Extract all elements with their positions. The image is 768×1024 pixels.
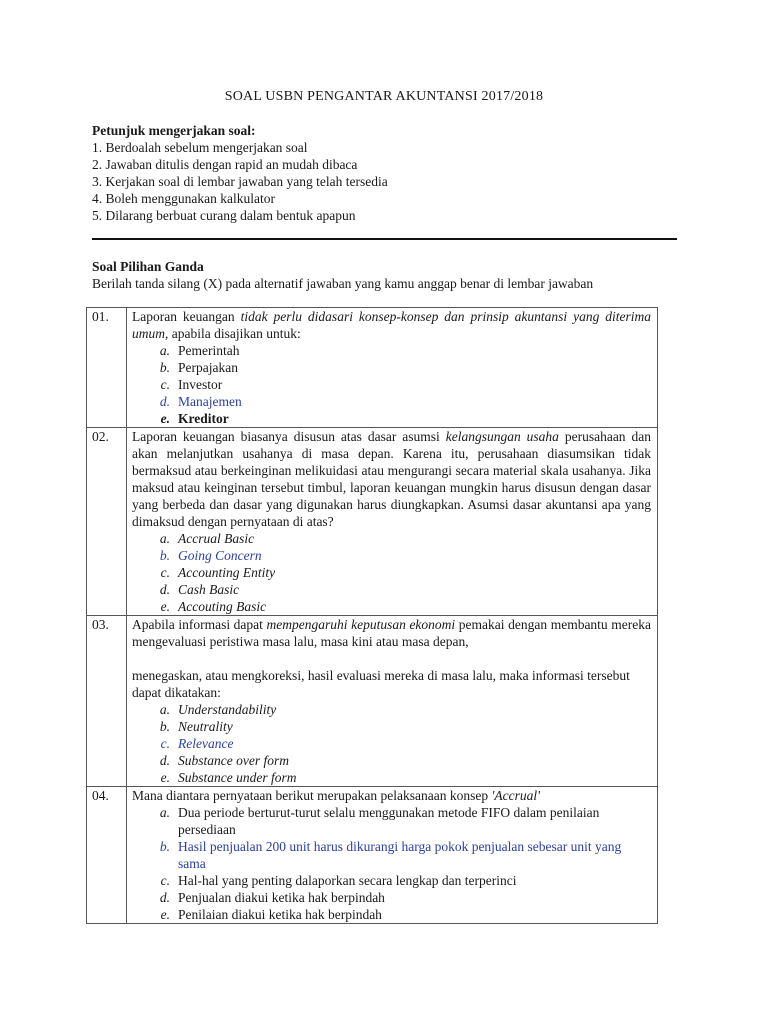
instruction-item: 3. Kerjakan soal di lembar jawaban yang telah tersedia [92,174,388,189]
question-body [127,308,658,428]
option-item-bold: e. Kreditor [160,411,229,426]
option-list [132,701,651,786]
option-item: d. Penjualan diakui ketika hak berpindah [159,890,385,905]
instruction-item: 4. Boleh menggunakan kalkulator [92,191,275,206]
horizontal-divider [92,238,677,240]
option-item-highlighted: b. Going Concern [159,548,262,563]
option-list [132,804,651,923]
instruction-item: 1. Berdoalah sebelum mengerjakan soal [92,140,308,155]
option-item: c. Accounting Entity [160,565,276,580]
option-item: d. Cash Basic [159,582,240,597]
blank-line [132,650,651,667]
question-text: Laporan keuangan biasanya disusun atas dasar asumsi kelangsungan usaha perusahaan dan akan melanjutkan usahanya di masa depan. Karena itu, perusahaan diasumsikan tidak bermaksud atau berkeinginan melikuidasi atau mengurangi secara material skala usahanya. Jika maksud atau keinginan tersebut timbul, laporan keuangan mungkin harus disusun dengan dasar yang berbeda dan dasar yang digunakan harus diungkapkan. Asumsi dasar akuntansi apa yang dimaksud dengan pernyataan di atas? [132,429,651,529]
option-item: e. Accouting Basic [160,599,267,614]
question-body [127,787,658,924]
section-heading: Soal Pilihan Ganda [92,259,204,274]
question-text-continued: menegaskan, atau mengkoreksi, hasil evaluasi mereka di masa lalu, maka informasi tersebut dapat dikatakan: [132,668,630,700]
option-item-highlighted: d. Manajemen [159,394,242,409]
question-text: Laporan keuangan tidak perlu didasari konsep-konsep dan prinsip akuntansi yang diterima umum, apabila disajikan untuk: [132,309,652,341]
question-text: Mana diantara pernyataan berikut merupakan pelaksanaan konsep 'Accrual' [132,788,540,803]
question-number: 03. [87,616,127,787]
option-list [132,530,651,615]
section-description: Berilah tanda silang (X) pada alternatif jawaban yang kamu anggap benar di lembar jawaban [92,276,594,291]
instructions-heading: Petunjuk mengerjakan soal: [92,123,256,138]
section-header [92,258,692,292]
questions-table [86,307,658,924]
instruction-item: 5. Dilarang berbuat curang dalam bentuk apapun [92,208,356,223]
instruction-item: 2. Jawaban ditulis dengan rapid an mudah dibaca [92,157,358,172]
option-item-highlighted: b. Hasil penjualan 200 unit harus dikurangi harga pokok penjualan sebesar unit yang sama [159,839,622,871]
question-body [127,616,658,787]
question-row [87,308,658,428]
instructions-block [92,122,682,224]
option-item-highlighted: c. Relevance [160,736,234,751]
question-number: 02. [87,428,127,616]
option-item: a. Accrual Basic [159,531,255,546]
option-item: e. Substance under form [160,770,297,785]
option-item: e. Penilaian diakui ketika hak berpindah [160,907,382,922]
document-title: SOAL USBN PENGANTAR AKUNTANSI 2017/2018 [224,89,544,104]
option-item: a. Understandability [159,702,277,717]
option-item: c. Investor [160,377,223,392]
question-number: 01. [87,308,127,428]
option-item: d. Substance over form [159,753,289,768]
option-list [132,342,651,427]
question-number: 04. [87,787,127,924]
question-body [127,428,658,616]
question-text: Apabila informasi dapat mempengaruhi keputusan ekonomi pemakai dengan membantu mereka mengevaluasi peristiwa masa lalu, masa kini atau masa depan, [132,617,652,649]
option-item: a. Dua periode berturut-turut selalu menggunakan metode FIFO dalam penilaian persediaan [159,805,600,837]
option-item: c. Hal-hal yang penting dalaporkan secara lengkap dan terperinci [160,873,517,888]
question-row [87,428,658,616]
option-item: a. Pemerintah [159,343,240,358]
question-row [87,616,658,787]
question-row [87,787,658,924]
option-item: b. Neutrality [159,719,233,734]
option-item: b. Perpajakan [159,360,238,375]
